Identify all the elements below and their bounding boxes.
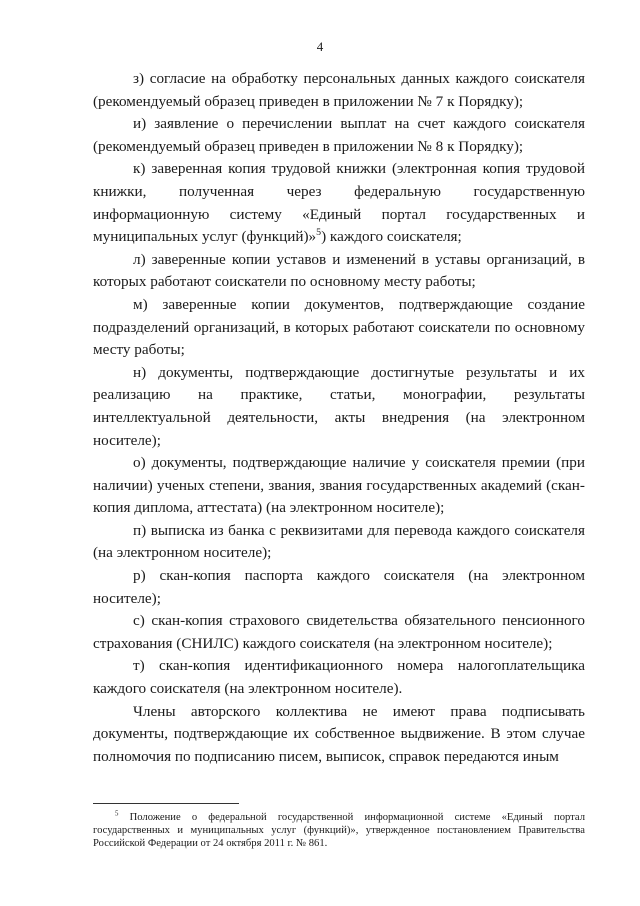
footnote-separator xyxy=(93,803,239,804)
item-k-text: к) заверенная копия трудовой книжки (электронная копия трудовой книжки, полученная через федеральную государственную информационную систему «Единый портал государственных и муниципальных услуг (функций)» xyxy=(93,160,585,246)
item-n: н) документы, подтверждающие достигнутые результаты и их реализацию на практике, статьи, монографии, результаты интеллектуальной деятельности, акты внедрения (на электронном носителе); xyxy=(93,363,585,449)
footnote xyxy=(93,811,585,850)
item-s: с) скан-копия страхового свидетельства обязательного пенсионного страхования (СНИЛС) каждого соискателя (на электронном носителе); xyxy=(93,612,585,652)
item-t: т) скан-копия идентификационного номера налогоплательщика каждого соискателя (на электронном носителе). xyxy=(93,657,585,698)
document-body xyxy=(93,68,585,768)
item-m: м) заверенные копии документов, подтверждающие создание подразделений организаций, в которых работают соискатели по основному месту работы; xyxy=(93,295,585,359)
item-z: з) согласие на обработку персональных данных каждого соискателя (рекомендуемый образец приведен в приложении № 7 к Порядку); xyxy=(93,70,585,110)
page-number: 4 xyxy=(316,39,324,54)
footnote-reference: 5 xyxy=(316,227,322,239)
item-r: р) скан-копия паспорта каждого соискателя (на электронном носителе); xyxy=(93,567,585,607)
item-o: о) документы, подтверждающие наличие у соискателя премии (при наличии) ученых степени, звания, звания государственных академий (скан-копия диплома, аттестата) (на электронном носителе); xyxy=(93,454,585,517)
item-k-text-end: ) каждого соискателя; xyxy=(321,228,462,246)
footnote-marker: 5 xyxy=(115,810,119,818)
item-l: л) заверенные копии уставов и изменений в уставы организаций, в которых работают соискатели по основному месту работы; xyxy=(93,250,585,291)
item-i: и) заявление о перечислении выплат на счет каждого соискателя (рекомендуемый образец приведен в приложении № 8 к Порядку); xyxy=(93,115,585,155)
item-k xyxy=(93,158,585,248)
item-p: п) выписка из банка с реквизитами для перевода каждого соискателя (на электронном носителе); xyxy=(93,521,585,562)
footnote-text: Положение о федеральной государственной информационной системе «Единый портал государственных и муниципальных услуг (функций)», утвержденное постановлением Правительства Российской Федерации от 24 октября 2011 г. № 861. xyxy=(93,812,585,849)
closing-paragraph: Члены авторского коллектива не имеют права подписывать документы, подтверждающие их собственное выдвижение. В этом случае полномочия по подписанию писем, выписок, справок передаются иным xyxy=(93,702,585,765)
